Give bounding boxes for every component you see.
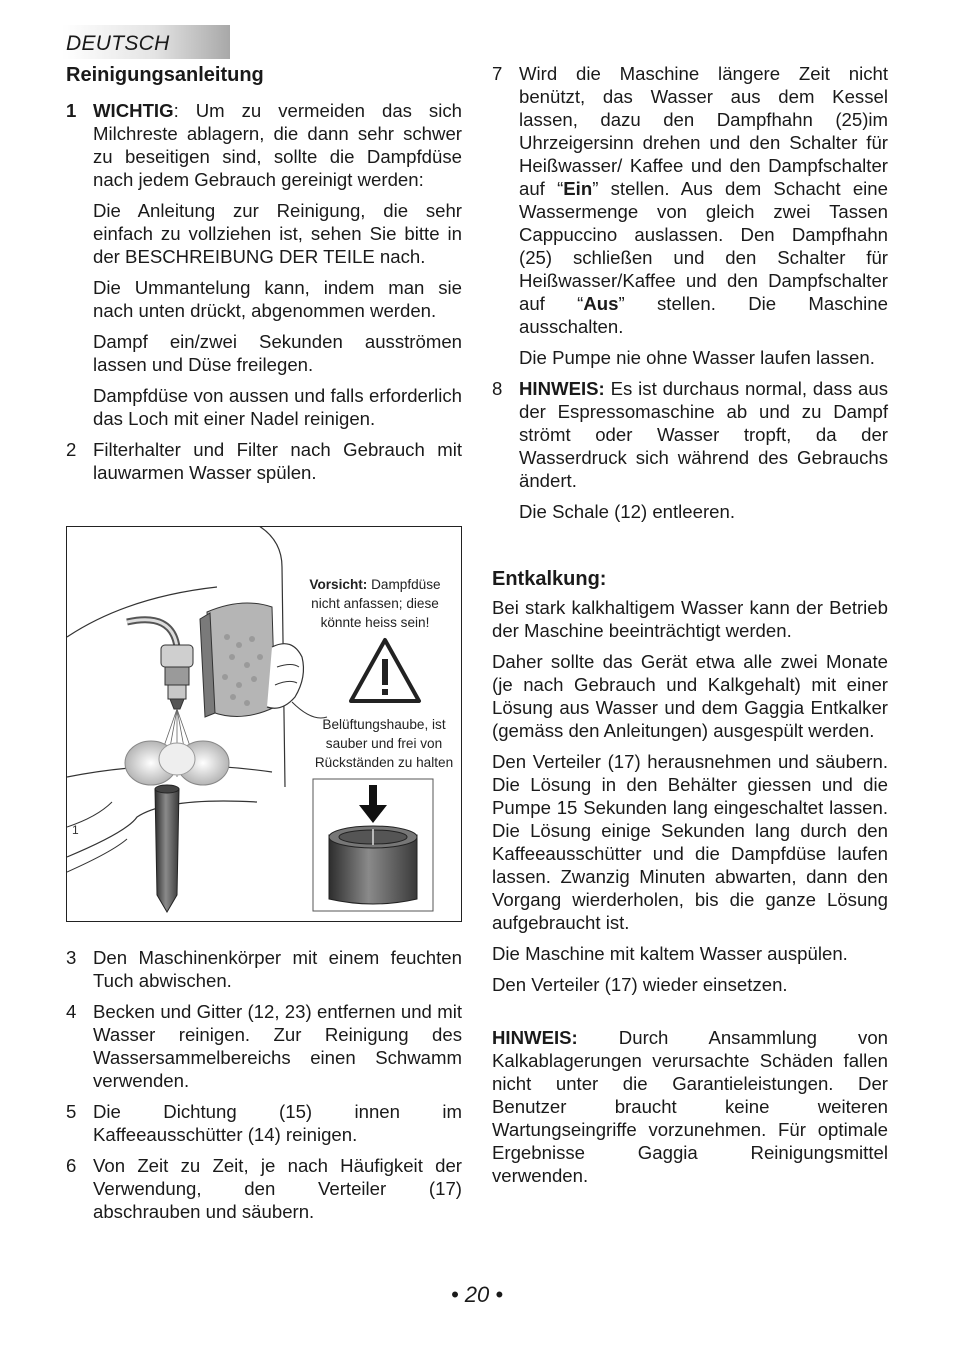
item-number: 6 (66, 1155, 77, 1176)
item-paragraph: Die Pumpe nie ohne Wasser laufen lassen. (519, 347, 875, 368)
item-number: 1 (66, 100, 77, 121)
item-paragraph: Die Schale (12) entleeren. (519, 501, 736, 522)
note-paragraph: HINWEIS: Durch Ansammlung von Kalkablagerungen verursachte Schäden fallen nicht unter die Garantieleistungen. Der Benutzer braucht keine weiteren Wartungseingriffe vorzunehmen. Für optimale Ergebnisse Gaggia Reinigungsmittel verwenden. (492, 1027, 888, 1186)
item-text: Wird die Maschine längere Zeit nicht benützt, das Wasser aus dem Kessel lassen, dazu den Dampfhahn (25)im Uhrzeigersinn drehen und den Schalter für Heißwasser/ Kaffee und den Dampfschalter auf “Ein” stellen. Aus dem Schacht eine Wassermenge von gleich zwei Tassen Cappuccino auslassen. Den Dampfhahn (25) schließen und den Schalter für Heißwasser/Kaffee und den Dampfschalter auf “Aus” stellen. Die Maschine ausschalten. (519, 63, 888, 337)
item-number: 3 (66, 947, 77, 968)
item-number: 7 (492, 63, 503, 84)
list-item-4 (66, 1000, 462, 1092)
item-paragraph: Die Ummantelung kann, indem man sie nach unten drückt, abgenommen werden. (93, 277, 462, 321)
caution-note: Vorsicht: Dampfdüse nicht anfassen; diese könnte heiss sein! (309, 577, 441, 630)
list-item-2 (66, 438, 462, 484)
decalcification-section (492, 566, 888, 1195)
paragraph: Den Verteiler (17) wieder einsetzen. (492, 974, 788, 995)
paragraph: Bei stark kalkhaltigem Wasser kann der Betrieb der Maschine beeinträchtigt werden. (492, 597, 888, 641)
list-item-7 (492, 62, 888, 369)
item-text: Von Zeit zu Zeit, je nach Häufigkeit der Verwendung, den Verteiler (17) abschrauben und säubern. (93, 1155, 462, 1222)
item-number: 4 (66, 1001, 77, 1022)
item-paragraph: Die Anleitung zur Reinigung, die sehr einfach zu vollziehen ist, sehen Sie bitte in der BESCHREIBUNG DER TEILE nach. (93, 200, 462, 267)
item-text: Filterhalter und Filter nach Gebrauch mit lauwarmen Wasser spülen. (93, 439, 462, 483)
cleaning-illustration (66, 526, 462, 922)
paragraph: Daher sollte das Gerät etwa alle zwei Monate (je nach Gebrauch und Kalkgehalt) mit einer Lösung aus Wasser und dem Gaggia Entkalker (gemäss den Anleitungen) ausgespült werden. (492, 651, 888, 741)
item-paragraph: Dampfdüse von aussen und falls erforderlich das Loch mit einer Nadel reinigen. (93, 385, 462, 429)
item-text: Becken und Gitter (12, 23) entfernen und mit Wasser reinigen. Zur Reinigung des Wassersammelbereichs einen Schwamm verwenden. (93, 1001, 462, 1091)
item-number: 5 (66, 1101, 77, 1122)
item-number: 2 (66, 439, 77, 460)
vent-note: Belüftungshaube, ist sauber und frei von Rückständen zu halten (314, 717, 454, 770)
item-text: Die Dichtung (15) innen im Kaffeeausschütter (14) reinigen. (93, 1101, 462, 1145)
list-item-1 (66, 99, 462, 430)
left-column (66, 62, 462, 492)
item-text: HINWEIS: Es ist durchaus normal, dass aus der Espressomaschine ab und zu Dampf strömt oder Wasser tropft, da der Wasserdruck sich während des Gebrauchs ändert. (519, 378, 888, 491)
section-heading-decalcification: Entkalkung: (492, 568, 607, 590)
svg-text:1: 1 (72, 823, 79, 837)
item-lead: WICHTIG (93, 100, 174, 121)
right-column (492, 62, 888, 531)
list-item-5 (66, 1100, 462, 1146)
language-tab: DEUTSCH (62, 25, 230, 59)
left-column-bottom (66, 946, 462, 1231)
item-paragraph: Dampf ein/zwei Sekunden ausströmen lassen und Düse freilegen. (93, 331, 462, 375)
item-text: Den Maschinenkörper mit einem feuchten Tuch abwischen. (93, 947, 462, 991)
section-heading-cleaning: Reinigungsanleitung (66, 64, 264, 86)
paragraph: Die Maschine mit kaltem Wasser auspülen. (492, 943, 848, 964)
item-number: 8 (492, 378, 503, 399)
list-item-3 (66, 946, 462, 992)
item-text: : Um zu vermeiden das sich Milchreste ablagern, die dann sehr schwer zu beseitigen sind, sollte die Dampfdüse nach jedem Gebrauch gereinigt werden: (93, 100, 462, 190)
paragraph: Den Verteiler (17) herausnehmen und säubern. Die Lösung in den Behälter giessen und die Pumpe 15 Sekunden lang eingeschaltet lassen. Die Lösung einige Sekunden lang durch den Kaffeeausschütter und die Dampfdüse laufen lassen. Zwanzig Minuten abwarten, dann den Vorgang wierderholen, bis die ganze Lösung aufgebraucht ist. (492, 751, 888, 933)
list-item-6 (66, 1154, 462, 1223)
page-number: • 20 • (450, 1282, 504, 1307)
list-item-8 (492, 377, 888, 523)
